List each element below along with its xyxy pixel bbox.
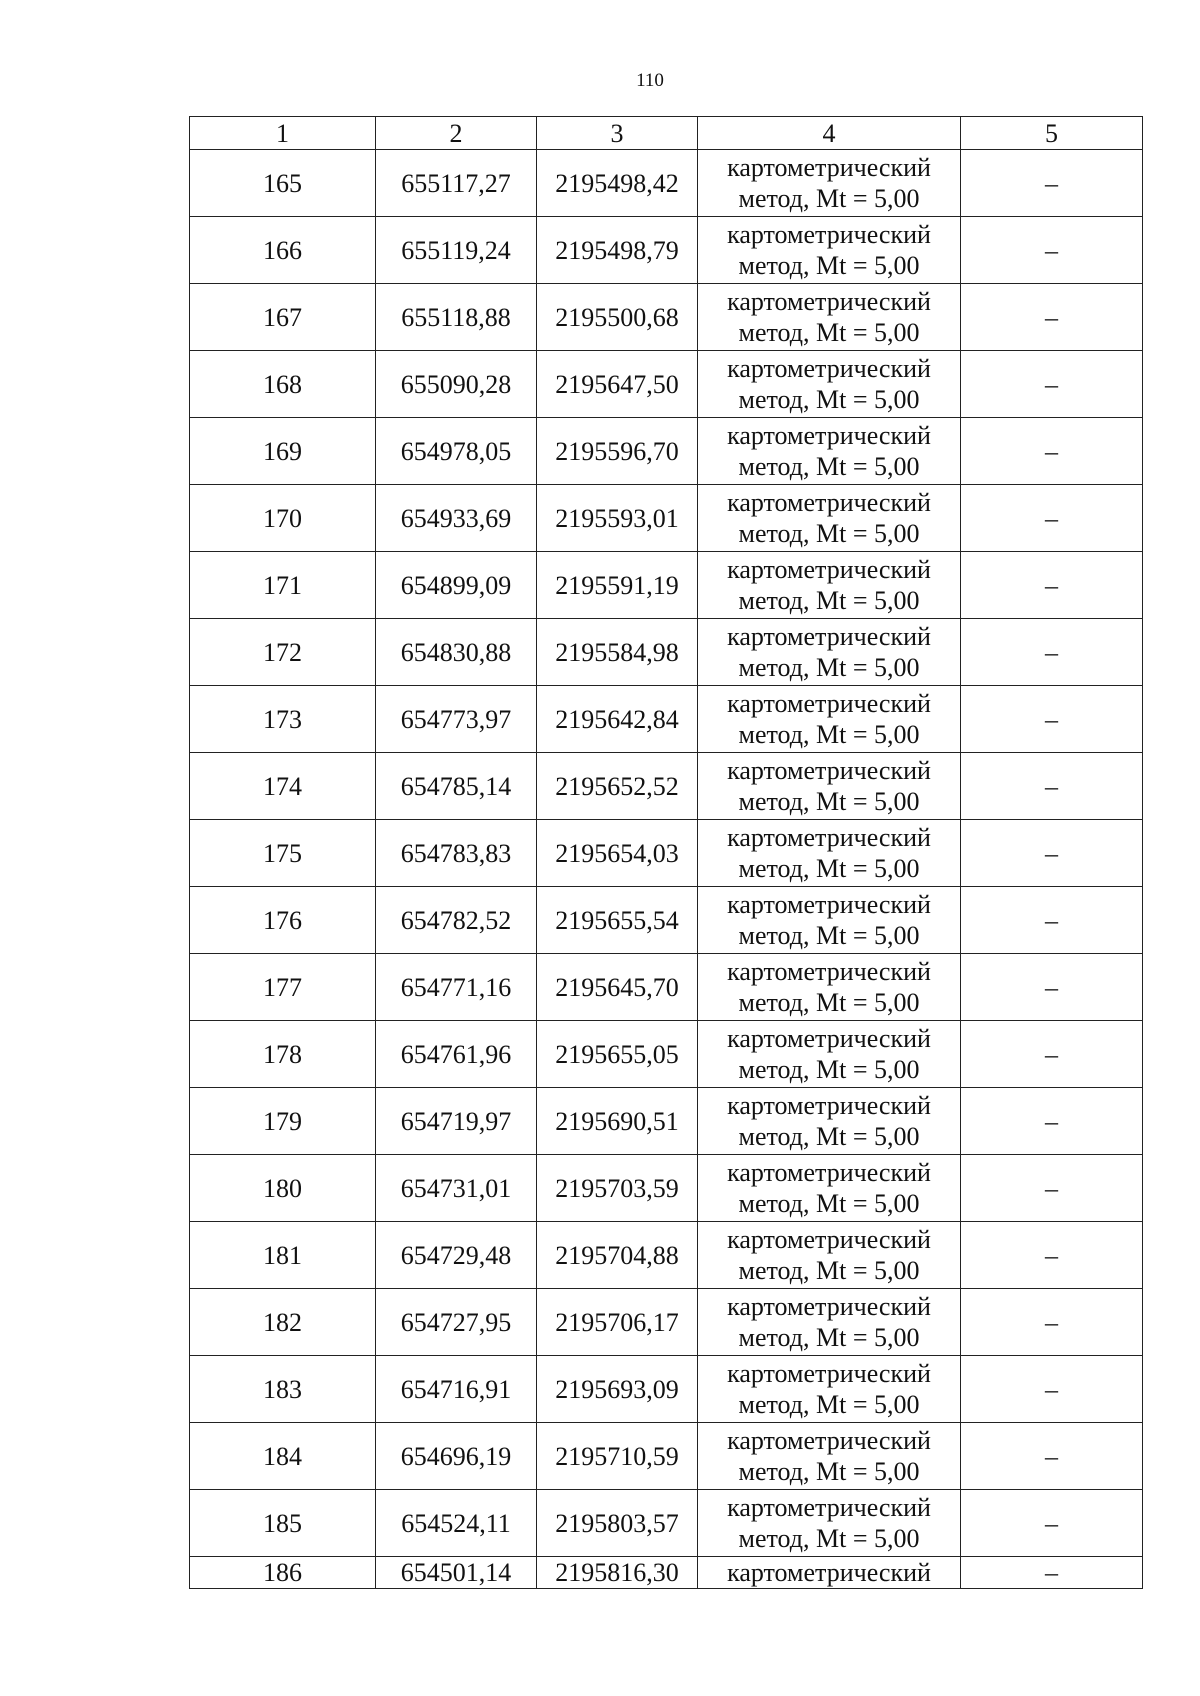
method-line-1: картометрический [727, 1158, 931, 1187]
x-coordinate-cell: 655118,88 [376, 284, 537, 351]
note-cell: – [961, 1289, 1143, 1356]
column-header: 2 [376, 117, 537, 150]
x-coordinate-cell: 655090,28 [376, 351, 537, 418]
point-number-cell: 166 [190, 217, 376, 284]
table-row [190, 1088, 1143, 1155]
point-number-cell: 180 [190, 1155, 376, 1222]
method-cell [698, 686, 961, 753]
method-line-1: картометрический [727, 1225, 931, 1254]
method-line-2: метод, Mt = 5,00 [738, 720, 920, 749]
method-cell [698, 619, 961, 686]
table-row [190, 820, 1143, 887]
method-line-1: картометрический [727, 689, 931, 718]
note-cell: – [961, 552, 1143, 619]
y-coordinate-cell: 2195655,05 [537, 1021, 698, 1088]
method-line-2: метод, Mt = 5,00 [738, 1524, 920, 1553]
method-line-2: метод, Mt = 5,00 [738, 921, 920, 950]
table-row [190, 552, 1143, 619]
method-cell [698, 418, 961, 485]
note-cell: – [961, 686, 1143, 753]
method-line-1: картометрический [727, 1091, 931, 1120]
method-line-1: картометрический [727, 622, 931, 651]
method-line-1: картометрический [727, 823, 931, 852]
method-line-2: метод, Mt = 5,00 [738, 787, 920, 816]
point-number-cell: 175 [190, 820, 376, 887]
method-line-1: картометрический [727, 756, 931, 785]
y-coordinate-cell: 2195642,84 [537, 686, 698, 753]
y-coordinate-cell: 2195704,88 [537, 1222, 698, 1289]
note-cell: – [961, 619, 1143, 686]
method-cell [698, 1222, 961, 1289]
method-line-2: метод, Mt = 5,00 [738, 1457, 920, 1486]
method-line-2: метод, Mt = 5,00 [738, 1390, 920, 1419]
point-number-cell: 181 [190, 1222, 376, 1289]
x-coordinate-cell: 654978,05 [376, 418, 537, 485]
method-cell [698, 1356, 961, 1423]
point-number-cell: 168 [190, 351, 376, 418]
x-coordinate-cell: 654716,91 [376, 1356, 537, 1423]
method-line-1: картометрический [727, 890, 931, 919]
point-number-cell: 183 [190, 1356, 376, 1423]
method-cell [698, 351, 961, 418]
point-number-cell: 176 [190, 887, 376, 954]
note-cell: – [961, 1222, 1143, 1289]
method-line-2: метод, Mt = 5,00 [738, 251, 920, 280]
point-number-cell: 174 [190, 753, 376, 820]
y-coordinate-cell: 2195591,19 [537, 552, 698, 619]
x-coordinate-cell: 654729,48 [376, 1222, 537, 1289]
table-row [190, 753, 1143, 820]
point-number-cell: 177 [190, 954, 376, 1021]
method-cell [698, 1021, 961, 1088]
note-cell: – [961, 1155, 1143, 1222]
method-line-2: метод, Mt = 5,00 [738, 586, 920, 615]
method-cell [698, 1423, 961, 1490]
table-row [190, 1490, 1143, 1557]
x-coordinate-cell: 654773,97 [376, 686, 537, 753]
method-line-2: метод, Mt = 5,00 [738, 318, 920, 347]
point-number-cell: 186 [190, 1557, 376, 1589]
method-cell [698, 1490, 961, 1557]
table-row [190, 418, 1143, 485]
x-coordinate-cell: 654501,14 [376, 1557, 537, 1589]
note-cell: – [961, 1356, 1143, 1423]
point-number-cell: 182 [190, 1289, 376, 1356]
method-cell [698, 1155, 961, 1222]
note-cell: – [961, 485, 1143, 552]
y-coordinate-cell: 2195654,03 [537, 820, 698, 887]
method-line-1: картометрический [727, 421, 931, 450]
note-cell: – [961, 753, 1143, 820]
method-line-2: метод, Mt = 5,00 [738, 988, 920, 1017]
y-coordinate-cell: 2195690,51 [537, 1088, 698, 1155]
table-row [190, 284, 1143, 351]
coordinates-table [189, 116, 1143, 1589]
method-line-1: картометрический [727, 1292, 931, 1321]
method-line-2: метод, Mt = 5,00 [738, 854, 920, 883]
method-line-1: картометрический [727, 1558, 931, 1587]
method-line-1: картометрический [727, 1024, 931, 1053]
note-cell: – [961, 217, 1143, 284]
point-number-cell: 167 [190, 284, 376, 351]
x-coordinate-cell: 654771,16 [376, 954, 537, 1021]
column-header: 3 [537, 117, 698, 150]
y-coordinate-cell: 2195703,59 [537, 1155, 698, 1222]
note-cell: – [961, 1088, 1143, 1155]
method-line-2: метод, Mt = 5,00 [738, 519, 920, 548]
point-number-cell: 171 [190, 552, 376, 619]
method-line-2: метод, Mt = 5,00 [738, 1055, 920, 1084]
method-cell [698, 217, 961, 284]
method-line-1: картометрический [727, 287, 931, 316]
x-coordinate-cell: 654731,01 [376, 1155, 537, 1222]
point-number-cell: 172 [190, 619, 376, 686]
method-line-1: картометрический [727, 354, 931, 383]
x-coordinate-cell: 655117,27 [376, 150, 537, 217]
method-cell [698, 887, 961, 954]
method-cell [698, 954, 961, 1021]
note-cell: – [961, 1423, 1143, 1490]
method-line-1: картометрический [727, 220, 931, 249]
table-row [190, 485, 1143, 552]
x-coordinate-cell: 655119,24 [376, 217, 537, 284]
x-coordinate-cell: 654719,97 [376, 1088, 537, 1155]
method-line-1: картометрический [727, 488, 931, 517]
method-line-1: картометрический [727, 957, 931, 986]
table-row [190, 887, 1143, 954]
method-line-2: метод, Mt = 5,00 [738, 452, 920, 481]
y-coordinate-cell: 2195500,68 [537, 284, 698, 351]
note-cell: – [961, 351, 1143, 418]
y-coordinate-cell: 2195593,01 [537, 485, 698, 552]
method-cell [698, 1557, 961, 1589]
table-header-row [190, 117, 1143, 150]
method-line-2: метод, Mt = 5,00 [738, 1189, 920, 1218]
x-coordinate-cell: 654761,96 [376, 1021, 537, 1088]
note-cell: – [961, 418, 1143, 485]
x-coordinate-cell: 654696,19 [376, 1423, 537, 1490]
note-cell: – [961, 1557, 1143, 1589]
table-row [190, 1021, 1143, 1088]
y-coordinate-cell: 2195655,54 [537, 887, 698, 954]
method-cell [698, 753, 961, 820]
note-cell: – [961, 150, 1143, 217]
method-cell [698, 820, 961, 887]
table-row [190, 686, 1143, 753]
column-header: 4 [698, 117, 961, 150]
x-coordinate-cell: 654933,69 [376, 485, 537, 552]
method-cell [698, 150, 961, 217]
method-line-2: метод, Mt = 5,00 [738, 1323, 920, 1352]
table-row [190, 1557, 1143, 1589]
point-number-cell: 179 [190, 1088, 376, 1155]
table-row [190, 1155, 1143, 1222]
x-coordinate-cell: 654899,09 [376, 552, 537, 619]
method-cell [698, 552, 961, 619]
method-cell [698, 1289, 961, 1356]
x-coordinate-cell: 654830,88 [376, 619, 537, 686]
x-coordinate-cell: 654785,14 [376, 753, 537, 820]
y-coordinate-cell: 2195498,42 [537, 150, 698, 217]
y-coordinate-cell: 2195652,52 [537, 753, 698, 820]
table-row [190, 1289, 1143, 1356]
point-number-cell: 170 [190, 485, 376, 552]
method-cell [698, 485, 961, 552]
y-coordinate-cell: 2195645,70 [537, 954, 698, 1021]
method-cell [698, 284, 961, 351]
table-row [190, 954, 1143, 1021]
y-coordinate-cell: 2195710,59 [537, 1423, 698, 1490]
x-coordinate-cell: 654727,95 [376, 1289, 537, 1356]
column-header: 5 [961, 117, 1143, 150]
method-line-1: картометрический [727, 1426, 931, 1455]
method-line-1: картометрический [727, 1359, 931, 1388]
method-line-2: метод, Mt = 5,00 [738, 653, 920, 682]
y-coordinate-cell: 2195803,57 [537, 1490, 698, 1557]
point-number-cell: 178 [190, 1021, 376, 1088]
table-row [190, 351, 1143, 418]
y-coordinate-cell: 2195647,50 [537, 351, 698, 418]
table-row [190, 1423, 1143, 1490]
method-line-2: метод, Mt = 5,00 [738, 385, 920, 414]
table-row [190, 619, 1143, 686]
method-line-1: картометрический [727, 555, 931, 584]
method-line-1: картометрический [727, 153, 931, 182]
note-cell: – [961, 1021, 1143, 1088]
y-coordinate-cell: 2195706,17 [537, 1289, 698, 1356]
note-cell: – [961, 1490, 1143, 1557]
method-cell [698, 1088, 961, 1155]
note-cell: – [961, 820, 1143, 887]
y-coordinate-cell: 2195584,98 [537, 619, 698, 686]
y-coordinate-cell: 2195596,70 [537, 418, 698, 485]
method-line-2: метод, Mt = 5,00 [738, 1256, 920, 1285]
x-coordinate-cell: 654782,52 [376, 887, 537, 954]
y-coordinate-cell: 2195498,79 [537, 217, 698, 284]
point-number-cell: 185 [190, 1490, 376, 1557]
point-number-cell: 169 [190, 418, 376, 485]
method-line-2: метод, Mt = 5,00 [738, 1122, 920, 1151]
table-row [190, 150, 1143, 217]
table-row [190, 1222, 1143, 1289]
table-body [190, 150, 1143, 1589]
column-header: 1 [190, 117, 376, 150]
point-number-cell: 173 [190, 686, 376, 753]
page-number: 110 [636, 70, 664, 91]
note-cell: – [961, 284, 1143, 351]
y-coordinate-cell: 2195693,09 [537, 1356, 698, 1423]
table-row [190, 1356, 1143, 1423]
table-row [190, 217, 1143, 284]
method-line-1: картометрический [727, 1493, 931, 1522]
point-number-cell: 165 [190, 150, 376, 217]
method-line-2: метод, Mt = 5,00 [738, 184, 920, 213]
x-coordinate-cell: 654524,11 [376, 1490, 537, 1557]
note-cell: – [961, 954, 1143, 1021]
point-number-cell: 184 [190, 1423, 376, 1490]
x-coordinate-cell: 654783,83 [376, 820, 537, 887]
note-cell: – [961, 887, 1143, 954]
y-coordinate-cell: 2195816,30 [537, 1557, 698, 1589]
